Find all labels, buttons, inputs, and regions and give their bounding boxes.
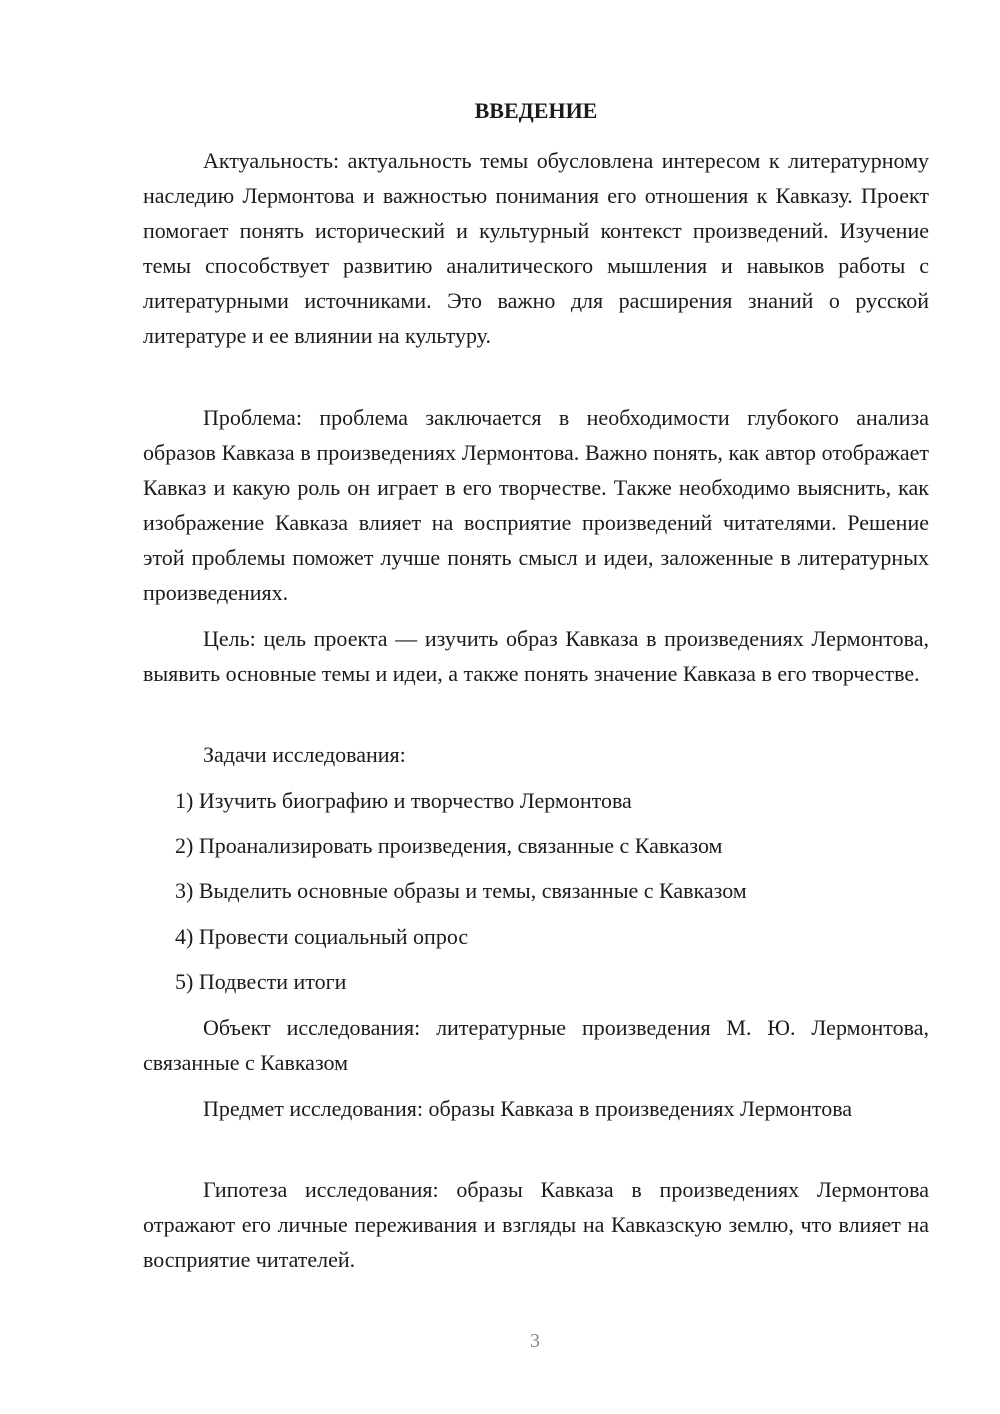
goal-paragraph: Цель: цель проекта — изучить образ Кавказа в произведениях Лермонтова, выявить основные темы и идеи, а также понять значение Кавказа в его творчестве.: [143, 626, 929, 686]
list-item: 2) Проанализировать произведения, связанные с Кавказом: [175, 833, 723, 858]
list-item: 5) Подвести итоги: [175, 969, 347, 994]
list-item: 1) Изучить биографию и творчество Лермонтова: [175, 788, 632, 813]
relevance-paragraph: Актуальность: актуальность темы обусловлена интересом к литературному наследию Лермонтова и важностью понимания его отношения к Кавказу. Проект помогает понять исторический и культурный контекст произведений. Изучение темы способствует развитию аналитического мышления и навыков работы с литературными источниками. Это важно для расширения знаний о русской литературе и ее влиянии на культуру.: [143, 148, 929, 348]
tasks-heading: Задачи исследования:: [203, 742, 406, 767]
object-paragraph: Объект исследования: литературные произведения М. Ю. Лермонтова, связанные с Кавказом: [143, 1015, 929, 1075]
list-item: 4) Провести социальный опрос: [175, 924, 469, 949]
problem-paragraph: Проблема: проблема заключается в необходимости глубокого анализа образов Кавказа в произведениях Лермонтова. Важно понять, как автор отображает Кавказ и какую роль он играет в его творчестве. Также необходимо выяснить, как изображение Кавказа влияет на восприятие произведений читателями. Решение этой проблемы поможет лучше понять смысл и идеи, заложенные в литературных произведениях.: [143, 405, 929, 605]
hypothesis-paragraph: Гипотеза исследования: образы Кавказа в произведениях Лермонтова отражают его личные переживания и взгляды на Кавказскую землю, что влияет на восприятие читателей.: [143, 1177, 929, 1272]
list-item: 3) Выделить основные образы и темы, связанные с Кавказом: [175, 878, 747, 903]
page-title: ВВЕДЕНИЕ: [474, 98, 598, 123]
page-number: 3: [530, 1330, 540, 1352]
subject-paragraph: Предмет исследования: образы Кавказа в произведениях Лермонтова: [203, 1096, 853, 1121]
